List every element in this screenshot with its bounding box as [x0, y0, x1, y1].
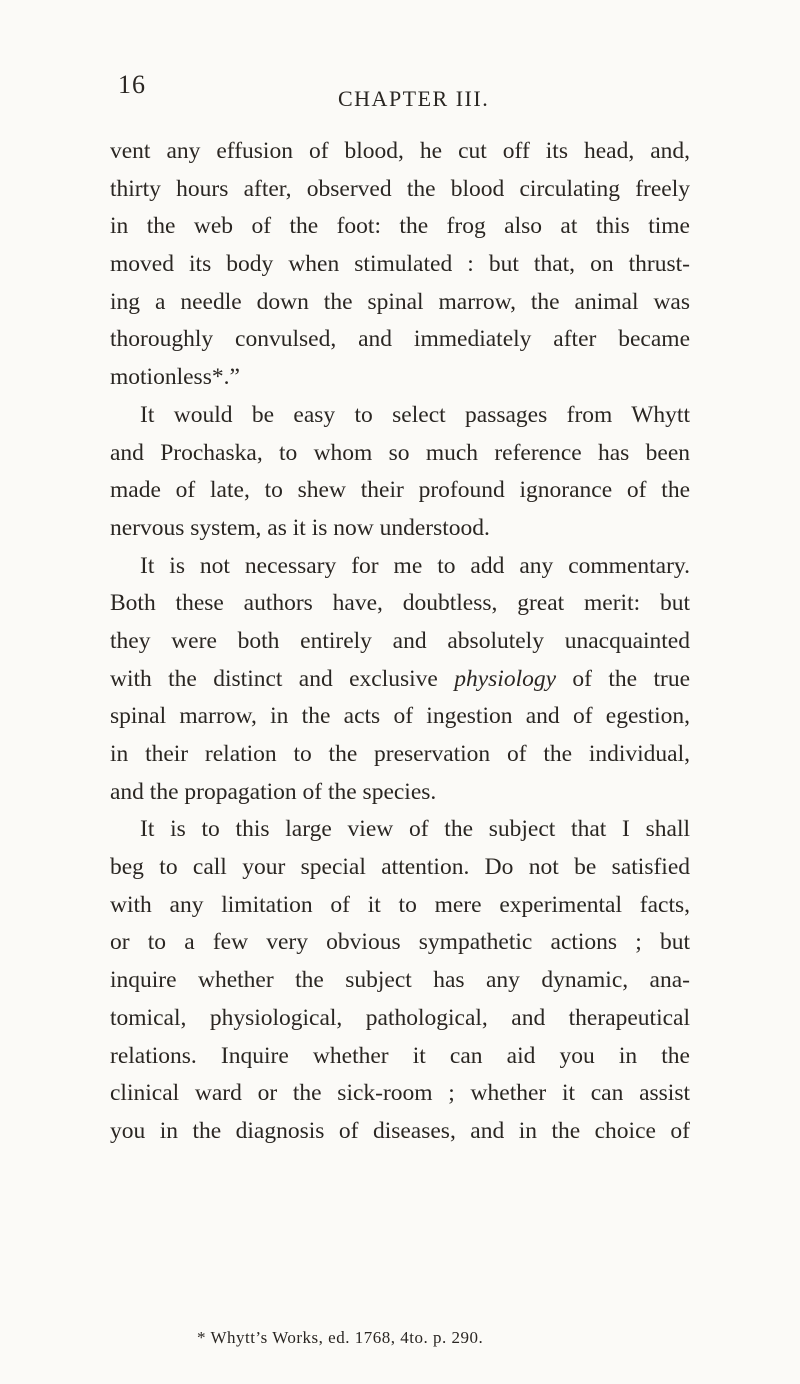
running-head: CHAPTER III.	[338, 86, 490, 111]
text-line: clinical ward or the sick-room ; whether it can assist	[110, 1080, 690, 1107]
text-line: or to a few very obvious sympathetic actions ; but	[110, 929, 690, 956]
text-line: they were both entirely and absolutely unacquainted	[110, 627, 690, 654]
italic-emphasis: physiology	[454, 665, 557, 692]
text-line: It is to this large view of the subject that I shall	[140, 816, 690, 843]
footnote: * Whytt’s Works, ed. 1768, 4to. p. 290.	[197, 1328, 484, 1347]
text-line: vent any effusion of blood, he cut off its head, and,	[110, 138, 690, 164]
text-line: Both these authors have, doubtless, great merit: but	[110, 590, 690, 617]
text-line: beg to call your special attention. Do not be satisfied	[110, 854, 690, 881]
text-line: in the web of the foot: the frog also at this time	[110, 213, 690, 240]
text-line: It is not necessary for me to add any commentary.	[140, 552, 690, 579]
text-line: thoroughly convulsed, and immediately after became	[110, 326, 690, 353]
text-line: with the distinct and exclusive physiology of the true	[110, 665, 691, 692]
text-line: thirty hours after, observed the blood circulating freely	[110, 175, 690, 202]
text-line: inquire whether the subject has any dynamic, ana-	[110, 967, 690, 994]
text-line: in their relation to the preservation of the individual,	[110, 741, 690, 767]
text-line: and the propagation of the species.	[110, 778, 437, 805]
text-line: and Prochaska, to whom so much reference has been	[110, 439, 690, 466]
text-line: with any limitation of it to mere experimental facts,	[110, 891, 690, 918]
text-line: It would be easy to select passages from Whytt	[140, 401, 690, 428]
text-line: moved its body when stimulated : but that, on thrust-	[110, 251, 690, 278]
text-line: ing a needle down the spinal marrow, the animal was	[110, 288, 690, 315]
text-line: nervous system, as it is now understood.	[110, 514, 490, 541]
page-number: 16	[118, 70, 146, 99]
text-line: made of late, to shew their profound ignorance of the	[110, 477, 690, 504]
text-line: you in the diagnosis of diseases, and in the choice of	[110, 1117, 690, 1144]
body-text	[110, 133, 690, 1151]
text-line: motionless*.”	[110, 364, 240, 391]
text-line: relations. Inquire whether it can aid you in the	[110, 1042, 690, 1069]
text-line: spinal marrow, in the acts of ingestion and of egestion,	[110, 703, 690, 730]
text-line: tomical, physiological, pathological, and therapeutical	[110, 1004, 690, 1031]
